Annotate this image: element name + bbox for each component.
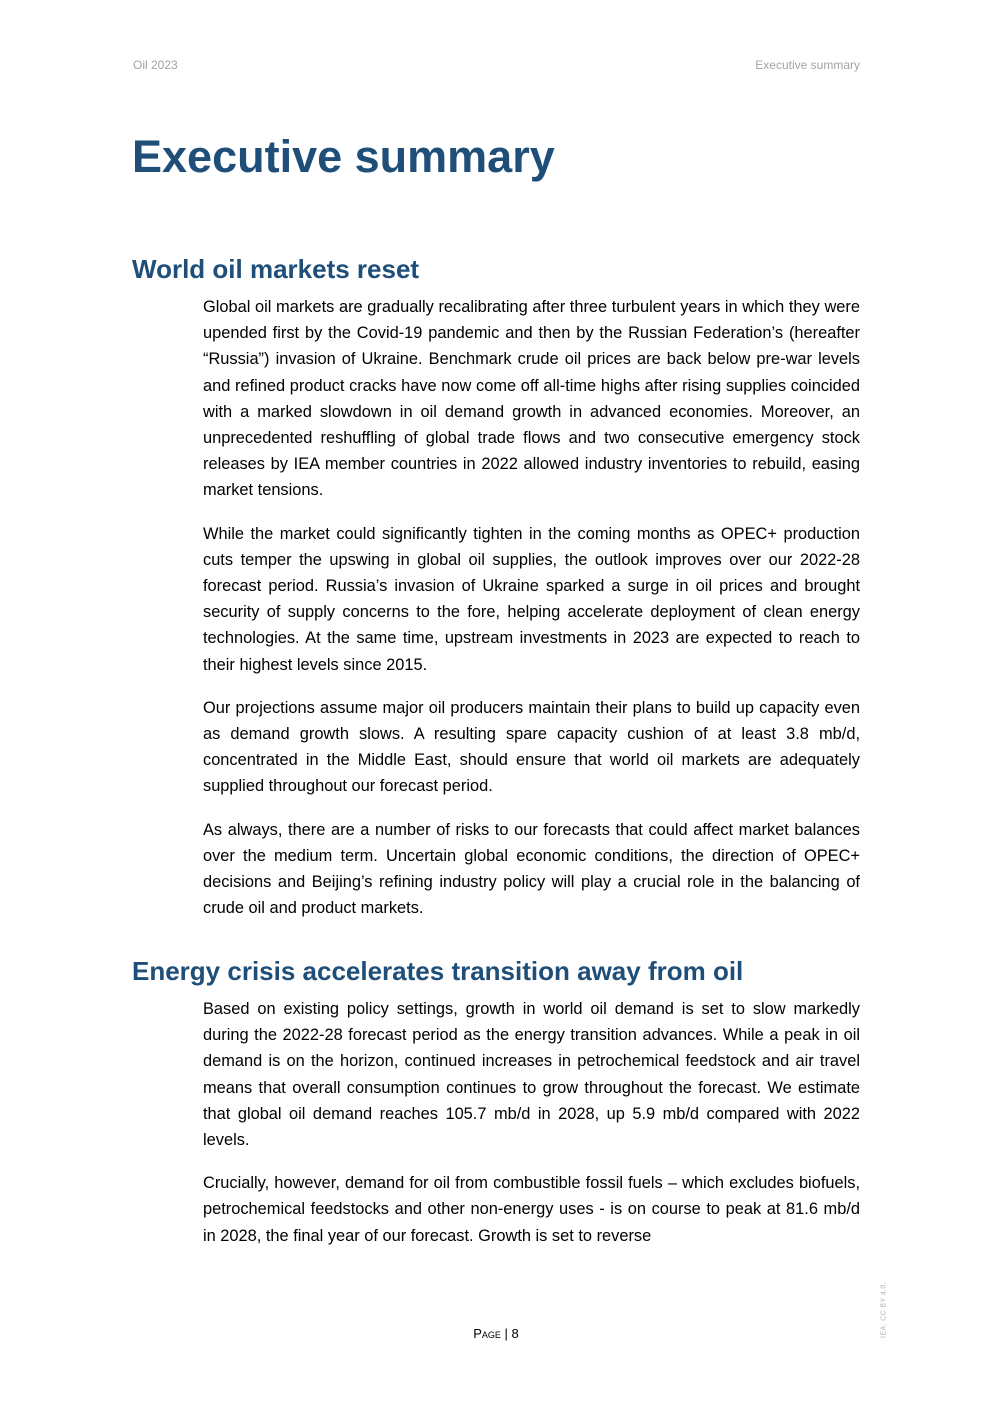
page-number [0, 1326, 992, 1341]
page-label: Page [473, 1326, 501, 1341]
page-number-value: 8 [511, 1326, 519, 1341]
chapter-title: Executive summary [755, 58, 860, 72]
paragraph: Our projections assume major oil producers maintain their plans to build up capacity even as demand growth slows. A resulting spare capacity cushion of at least 3.8 mb/d, concentrated in the Middle East, should ensure that world oil markets are adequately supplied throughout our forecast period. [203, 698, 860, 796]
report-title: Oil 2023 [133, 58, 178, 72]
section-heading: Energy crisis accelerates transition away from oil [132, 956, 744, 986]
paragraph: While the market could significantly tighten in the coming months as OPEC+ production cuts temper the upswing in global oil supplies, the outlook improves over our 2022-28 forecast period. Russia’s invasion of Ukraine sparked a surge in oil prices and brought security of supply concerns to the fore, helping accelerate deployment of clean energy technologies. At the same time, upstream investments in 2023 are expected to reach to their highest levels since 2015. [203, 524, 860, 674]
section-body [203, 294, 860, 921]
section-heading: World oil markets reset [132, 254, 420, 284]
license-notice: IEA. CC BY 4.0. [880, 1281, 888, 1339]
page-separator: | [500, 1326, 512, 1341]
section-body [203, 996, 860, 1249]
paragraph: Crucially, however, demand for oil from combustible fossil fuels – which excludes biofuels, petrochemical feedstocks and other non-energy uses - is on course to peak at 81.6 mb/d in 2028, the final year of our forecast. Growth is set to reverse [203, 1174, 860, 1245]
paragraph: Global oil markets are gradually recalibrating after three turbulent years in which they were upended first by the Covid-19 pandemic and then by the Russian Federation’s (hereafter “Russia”) invasion of Ukraine. Benchmark crude oil prices are back below pre-war levels and refined product cracks have now come off all-time highs after rising supplies coincided with a marked slowdown in oil demand growth in advanced economies. Moreover, an unprecedented reshuffling of global trade flows and two consecutive emergency stock releases by IEA member countries in 2022 allowed industry inventories to rebuild, easing market tensions. [203, 298, 860, 500]
page-title: Executive summary [132, 131, 555, 182]
section-world-oil-markets [132, 252, 860, 938]
section-energy-crisis [132, 954, 860, 1266]
paragraph: As always, there are a number of risks to our forecasts that could affect market balances over the medium term. Uncertain global economic conditions, the direction of OPEC+ decisions and Beijing’s refining industry policy will play a crucial role in the balancing of crude oil and product markets. [203, 820, 860, 918]
paragraph: Based on existing policy settings, growth in world oil demand is set to slow markedly during the 2022-28 forecast period as the energy transition advances. While a peak in oil demand is on the horizon, continued increases in petrochemical feedstock and air travel means that overall consumption continues to grow throughout the forecast. We estimate that global oil demand reaches 105.7 mb/d in 2028, up 5.9 mb/d compared with 2022 levels. [203, 1000, 860, 1150]
running-header [133, 58, 860, 72]
